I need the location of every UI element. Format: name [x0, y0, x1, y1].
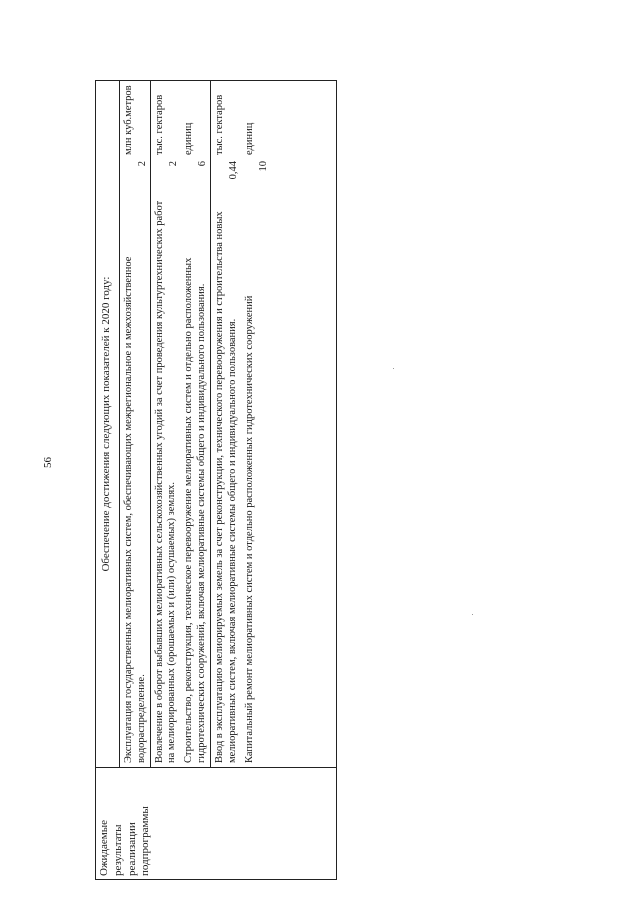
scan-speck	[472, 614, 473, 615]
table-row	[241, 81, 271, 767]
row-value: 10	[257, 161, 269, 172]
row-value: 6	[197, 161, 209, 167]
row-unit: тыс. гектаров	[153, 94, 165, 155]
table-row	[210, 81, 241, 767]
table-label: Ожидаемые результаты реализации подпрограммы	[98, 806, 152, 876]
row-value: 2	[167, 161, 179, 167]
row-unit: млн куб.метров	[123, 85, 135, 155]
row-value: 0,44	[227, 161, 239, 180]
row-text: Вовлечение в оборот выбывших мелиоративных сельскохозяйственных угодий за счет проведения культуртехнических работ на мелиорированных (орошаемых и (или) осушаемых) землях.	[153, 200, 178, 763]
table-row	[150, 81, 181, 767]
table-row	[180, 81, 210, 767]
table-label-cell	[96, 768, 337, 880]
table-row	[120, 81, 150, 767]
row-text: Капитальный ремонт мелиоративных систем и отдельно расположенных гидротехнических сооружений	[243, 295, 255, 763]
row-value: 2	[137, 161, 149, 167]
table-heading: Обеспечение достижения следующих показателей к 2020 году:	[96, 81, 120, 767]
results-table-grid	[95, 80, 337, 880]
row-text: Эксплуатация государственных мелиоративных систем, обеспечивающих межрегиональное и межхозяйственное водораспределение.	[123, 256, 147, 763]
row-text: Строительство, реконструкция, техническое перевооружение мелиоративных систем и отдельно расположенных гидротехнических сооружений, включая мелиоративные системы общего и индивидуального пользования.	[183, 257, 207, 763]
row-text: Ввод в эксплуатацию мелиорируемых земель за счет реконструкции, технического перевооружения и строительства новых мелиоративных систем, включая мелиоративные системы общего и индивидуального пользования.	[213, 211, 238, 763]
row-unit: единиц	[183, 122, 195, 155]
results-table	[95, 80, 335, 880]
page-number: 56	[42, 457, 54, 468]
row-unit: единиц	[243, 122, 255, 155]
table-content-cell	[96, 81, 337, 768]
scan-speck	[393, 368, 394, 369]
row-unit: тыс. гектаров	[213, 94, 225, 155]
